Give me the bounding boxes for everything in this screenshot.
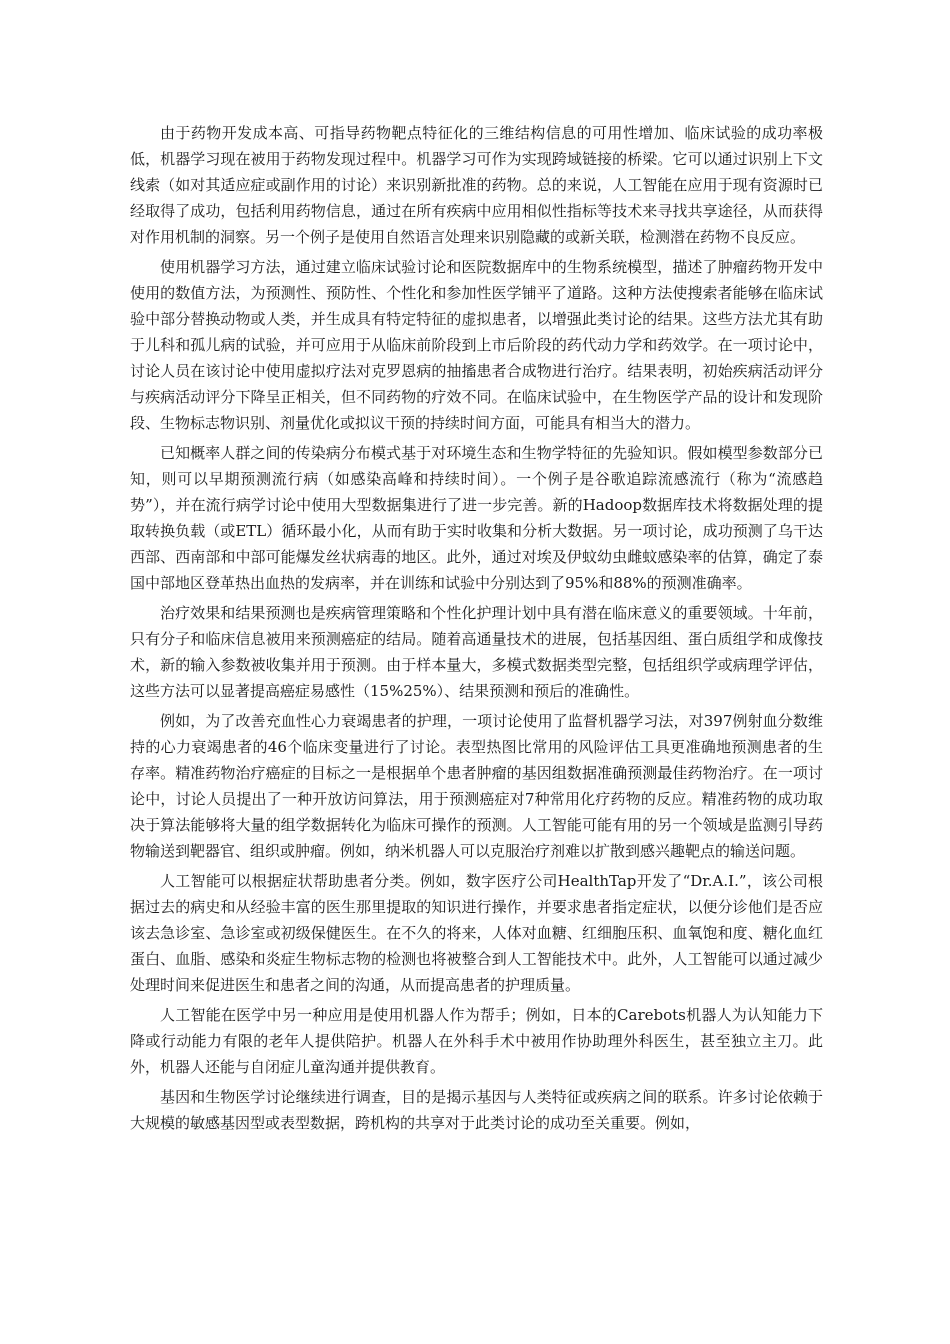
paragraph-clinical-trials: 使用机器学习方法，通过建立临床试验讨论和医院数据库中的生物系统模型，描述了肿瘤药物开发中使用的数值方法，为预测性、预防性、个性化和参加性医学铺平了道路。这种方法使搜索者能够在临床试验中部分替换动物或人类，并生成具有特定特征的虚拟患者，以增强此类讨论的结果。这些方法尤其有助于儿科和孤儿病的试验，并可应用于从临床前阶段到上市后阶段的药代动力学和药效学。在一项讨论中，讨论人员在该讨论中使用虚拟疗法对克罗恩病的抽搐患者合成物进行治疗。结果表明，初始疾病活动评分与疾病活动评分下降呈正相关，但不同药物的疗效不同。在临床试验中，在生物医学产品的设计和发现阶段、生物标志物识别、剂量优化或拟议干预的持续时间方面，可能具有相当大的潜力。	[130, 258, 823, 432]
paragraph-precision-medicine: 例如，为了改善充血性心力衰竭患者的护理，一项讨论使用了监督机器学习法，对397例射血分数维持的心力衰竭患者的46个临床变量进行了讨论。表型热图比常用的风险评估工具更准确地预测患者的生存率。精准药物治疗癌症的目标之一是根据单个患者肿瘤的基因组数据准确预测最佳药物治疗。在一项讨论中，讨论人员提出了一种开放访问算法，用于预测癌症对7种常用化疗药物的反应。精准药物的成功取决于算法能够将大量的组学数据转化为临床可操作的预测。人工智能可能有用的另一个领域是监测引导药物输送到靶器官、组织或肿瘤。例如，纳米机器人可以克服治疗剂难以扩散到感兴趣靶点的输送问题。	[130, 712, 823, 860]
paragraph-genomic-research: 基因和生物医学讨论继续进行调查，目的是揭示基因与人类特征或疾病之间的联系。许多讨论依赖于大规模的敏感基因型或表型数据，跨机构的共享对于此类讨论的成功至关重要。例如，	[130, 1088, 823, 1132]
paragraph-robot-helpers: 人工智能在医学中另一种应用是使用机器人作为帮手；例如，日本的Carebots机器人为认知能力下降或行动能力有限的老年人提供陪护。机器人在外科手术中被用作协助理外科医生，甚至独立主刀。此外，机器人还能与自闭症儿童沟通并提供教育。	[130, 1006, 823, 1076]
paragraph-symptom-triage: 人工智能可以根据症状帮助患者分类。例如，数字医疗公司HealthTap开发了“Dr.A.I.”，该公司根据过去的病史和从经验丰富的医生那里提取的知识进行操作，并要求患者指定症状，以便分诊他们是否应该去急诊室、急诊室或初级保健医生。在不久的将来，人体对血糖、红细胞压积、血氧饱和度、糖化血红蛋白、血脂、感染和炎症生物标志物的检测也将被整合到人工智能技术中。此外，人工智能可以通过减少处理时间来促进医生和患者之间的沟通，从而提高患者的护理质量。	[130, 872, 823, 994]
paragraph-drug-discovery: 由于药物开发成本高、可指导药物靶点特征化的三维结构信息的可用性增加、临床试验的成功率极低，机器学习现在被用于药物发现过程中。机器学习可作为实现跨域链接的桥梁。它可以通过识别上下文线索（如对其适应症或副作用的讨论）来识别新批准的药物。总的来说，人工智能在应用于现有资源时已经取得了成功，包括利用药物信息，通过在所有疾病中应用相似性指标等技术来寻找共享途径，从而获得对作用机制的洞察。另一个例子是使用自然语言处理来识别隐藏的或新关联，检测潜在药物不良反应。	[130, 124, 823, 246]
paragraph-epidemic-prediction: 已知概率人群之间的传染病分布模式基于对环境生态和生物学特征的先验知识。假如模型参数部分已知，则可以早期预测流行病（如感染高峰和持续时间）。一个例子是谷歌追踪流感流行（称为“流感趋势”），并在流行病学讨论中使用大型数据集进行了进一步完善。新的Hadoop数据库技术将数据处理的提取转换负载（或ETL）循环最小化，从而有助于实时收集和分析大数据。另一项讨论，成功预测了乌干达西部、西南部和中部可能爆发丝状病毒的地区。此外，通过对埃及伊蚊幼虫雌蚊感染率的估算，确定了泰国中部地区登革热出血热的发病率，并在训练和试验中分别达到了95%和88%的预测准确率。	[130, 444, 823, 592]
paragraph-outcome-prediction: 治疗效果和结果预测也是疾病管理策略和个性化护理计划中具有潜在临床意义的重要领域。十年前，只有分子和临床信息被用来预测癌症的结局。随着高通量技术的进展，包括基因组、蛋白质组学和成像技术，新的输入参数被收集并用于预测。由于样本量大，多模式数据类型完整，包括组织学或病理学评估，这些方法可以显著提高癌症易感性（15%25%）、结果预测和预后的准确性。	[130, 604, 823, 700]
document-page	[130, 120, 823, 1140]
